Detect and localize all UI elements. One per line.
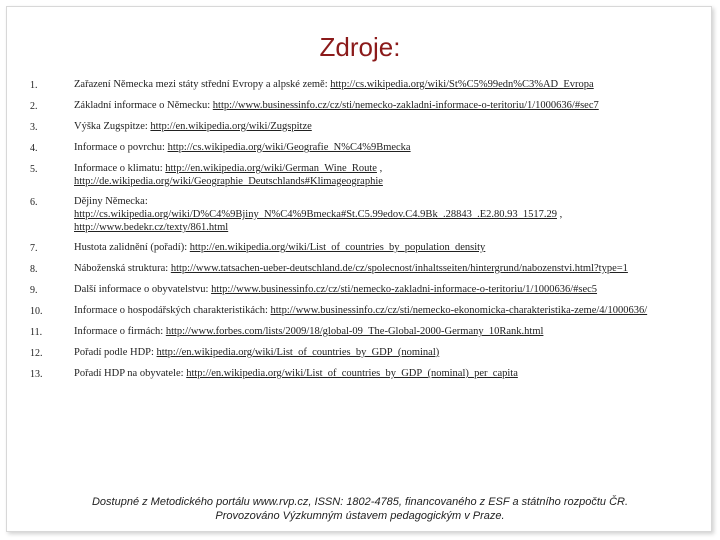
source-item [30, 120, 690, 134]
source-number: 10. [30, 306, 43, 317]
source-number: 7. [30, 243, 38, 254]
source-body [74, 262, 690, 276]
source-number: 8. [30, 264, 38, 275]
source-body [74, 325, 690, 339]
link-separator: , [556, 209, 563, 220]
source-link[interactable]: http://www.businessinfo.cz/cz/sti/nemecko-zakladni-informace-o-teritoriu/1/1000636/#sec5 [211, 284, 598, 295]
source-link[interactable]: http://www.businessinfo.cz/cz/sti/nemecko-zakladni-informace-o-teritoriu/1/1000636/#sec7 [212, 100, 599, 111]
source-link[interactable]: http://cs.wikipedia.org/wiki/D%C4%9Bjiny_N%C4%9Bmecka#St.C5.99edov.C4.9Bk_.28843_.E2.80.93_1517.29 [74, 209, 557, 220]
source-link[interactable]: http://cs.wikipedia.org/wiki/Geografie_N%C4%9Bmecka [167, 142, 411, 153]
source-link[interactable]: http://www.forbes.com/lists/2009/18/global-09_The-Global-2000-Germany_10Rank.html [165, 326, 544, 337]
source-item [30, 162, 690, 188]
source-number: 2. [30, 101, 38, 112]
source-item [30, 78, 690, 92]
source-label: Informace o hospodářských charakteristikách: [74, 305, 271, 316]
source-body [74, 241, 690, 255]
source-item [30, 325, 690, 339]
source-label: Zařazení Německa mezi státy střední Evropy a alpské země: [74, 79, 331, 90]
source-body [74, 162, 690, 188]
source-body [74, 283, 690, 297]
source-body [74, 195, 690, 234]
source-body [74, 367, 690, 381]
source-label: Informace o povrchu: [74, 142, 168, 153]
source-label: Základní informace o Německu: [74, 100, 213, 111]
source-label: Náboženská struktura: [74, 263, 171, 274]
source-link[interactable]: http://www.businessinfo.cz/cz/sti/nemecko-ekonomicka-charakteristika-zeme/4/1000636/ [270, 305, 648, 316]
source-link[interactable]: http://cs.wikipedia.org/wiki/St%C5%99edn%C3%AD_Evropa [330, 79, 594, 90]
source-number: 1. [30, 80, 38, 91]
source-body [74, 99, 690, 113]
source-link[interactable]: http://www.tatsachen-ueber-deutschland.de/cz/spolecnost/inhaltsseiten/hintergrund/nabozenstvi.html?type=1 [170, 263, 628, 274]
link-separator: , [376, 163, 383, 174]
source-item [30, 304, 690, 318]
source-number: 12. [30, 348, 43, 359]
source-item [30, 241, 690, 255]
source-body [74, 304, 690, 318]
source-body [74, 346, 690, 360]
source-label: Pořadí podle HDP: [74, 347, 157, 358]
source-item [30, 367, 690, 381]
source-body [74, 120, 690, 134]
source-item [30, 283, 690, 297]
source-number: 11. [30, 327, 43, 338]
source-number: 13. [30, 369, 43, 380]
source-number: 9. [30, 285, 38, 296]
source-body [74, 141, 690, 155]
source-link[interactable]: http://en.wikipedia.org/wiki/German_Wine_Route [165, 163, 377, 174]
source-number: 5. [30, 164, 38, 175]
source-label: Dějiny Německa: [74, 196, 148, 207]
source-item [30, 195, 690, 234]
source-label: Pořadí HDP na obyvatele: [74, 368, 187, 379]
source-number: 3. [30, 122, 38, 133]
source-number: 4. [30, 143, 38, 154]
footer [0, 495, 720, 523]
source-list [30, 78, 690, 388]
source-item [30, 346, 690, 360]
source-label: Další informace o obyvatelstvu: [74, 284, 212, 295]
footer-line-1: Dostupné z Metodického portálu www.rvp.cz, ISSN: 1802-4785, financovaného z ESF a státního rozpočtu ČR. [91, 496, 629, 508]
source-link[interactable]: http://en.wikipedia.org/wiki/Zugspitze [150, 121, 312, 132]
page-title: Zdroje: [319, 32, 401, 62]
source-label: Výška Zugspitze: [74, 121, 151, 132]
source-label: Informace o klimatu: [74, 163, 166, 174]
footer-line-2: Provozováno Výzkumným ústavem pedagogickým v Praze. [215, 510, 505, 522]
source-label: Hustota zalidnění (pořadí): [74, 242, 190, 253]
source-number: 6. [30, 197, 38, 208]
source-link[interactable]: http://en.wikipedia.org/wiki/List_of_countries_by_population_density [189, 242, 486, 253]
source-link[interactable]: http://en.wikipedia.org/wiki/List_of_countries_by_GDP_(nominal)_per_capita [186, 368, 518, 379]
source-item [30, 141, 690, 155]
source-item [30, 99, 690, 113]
source-body [74, 78, 690, 92]
source-link[interactable]: http://www.bedekr.cz/texty/861.html [74, 222, 229, 233]
source-label: Informace o firmách: [74, 326, 166, 337]
source-link[interactable]: http://en.wikipedia.org/wiki/List_of_countries_by_GDP_(nominal) [156, 347, 440, 358]
source-link[interactable]: http://de.wikipedia.org/wiki/Geographie_Deutschlands#Klimageographie [74, 176, 383, 187]
source-item [30, 262, 690, 276]
